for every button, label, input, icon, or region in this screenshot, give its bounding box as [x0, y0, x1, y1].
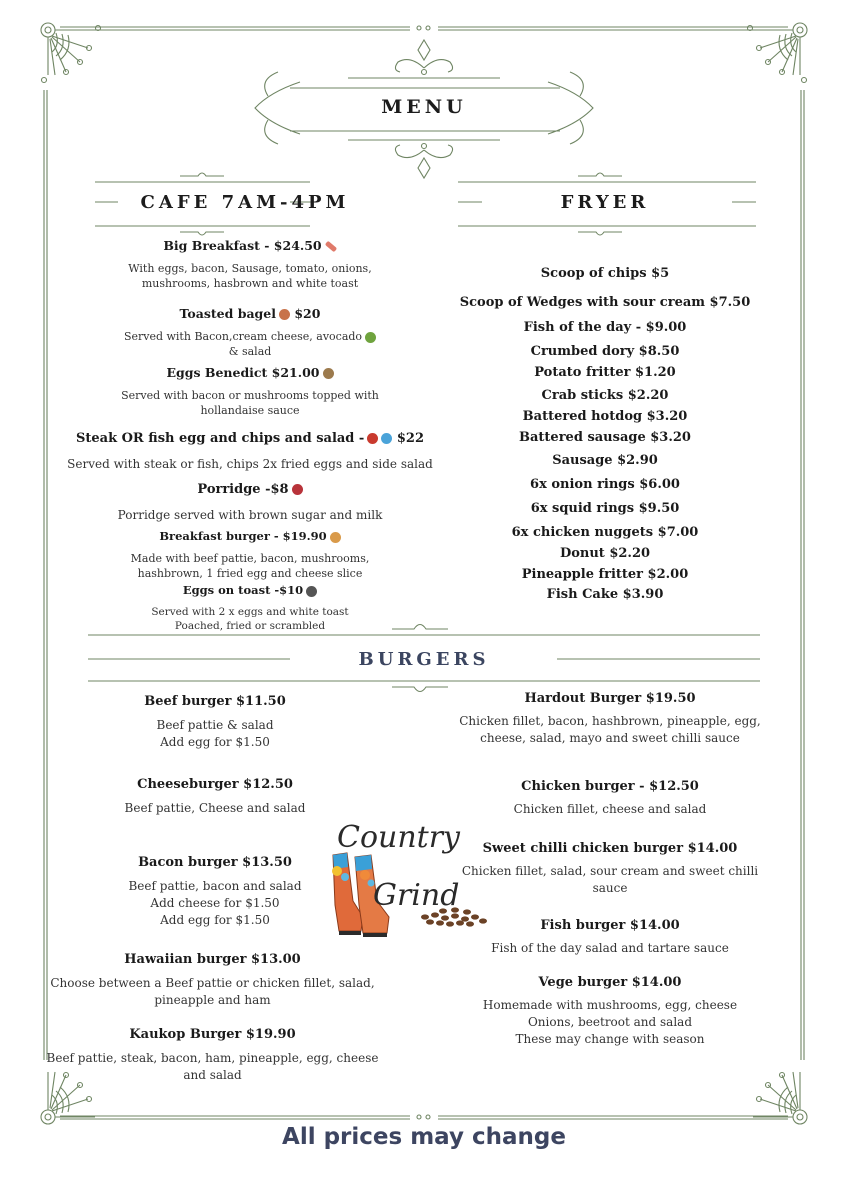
logo-line1: Country — [337, 820, 461, 855]
item-name: Eggs Benedict $21.00 — [166, 365, 320, 380]
item-name: Kaukop Burger $19.90 — [129, 1027, 296, 1042]
fryer-item: Potato fritter $1.20 — [534, 365, 676, 380]
fryer-item: Pineapple fritter $2.00 — [521, 567, 689, 582]
fryer-item: Fish Cake $3.90 — [546, 587, 664, 602]
menu-title: MENU — [381, 96, 467, 118]
cafe-item-desc: Porridge served with brown sugar and milk — [117, 508, 383, 522]
country-grind-logo — [325, 805, 495, 945]
burger-icon — [330, 532, 341, 543]
fryer-item: Scoop of Wedges with sour cream $7.50 — [459, 295, 751, 310]
burger-item — [45, 1027, 380, 1084]
nest-icon — [323, 368, 334, 379]
fryer-item: Battered sausage $3.20 — [519, 430, 691, 445]
fryer-item: Fish of the day - $9.00 — [523, 320, 687, 335]
burgers-section-title: BURGERS — [358, 649, 490, 670]
item-desc: Beef pattie, bacon and salad Add cheese for $1.50 Add egg for $1.50 — [128, 879, 302, 927]
item-price: $22 — [396, 431, 424, 446]
footer-note: All prices may change — [282, 1124, 566, 1150]
fryer-item: Crab sticks $2.20 — [541, 388, 669, 403]
cafe-item — [60, 238, 440, 253]
fryer-item: Crumbed dory $8.50 — [530, 344, 680, 359]
logo-line2: Grind — [373, 878, 460, 913]
fryer-item: Sausage $2.90 — [552, 453, 658, 468]
item-name: Porridge -$8 — [197, 482, 289, 497]
cafe-item-desc: Served with 2 x eggs and white toast Poached, fried or scrambled — [151, 606, 349, 632]
item-name: Bacon burger $13.50 — [138, 855, 292, 870]
cafe-item-desc: With eggs, bacon, Sausage, tomato, onions, mushrooms, hasbrown and white toast — [128, 262, 372, 290]
cafe-item-desc: Served with steak or fish, chips 2x fried eggs and side salad — [67, 457, 433, 471]
item-name: Eggs on toast -$10 — [182, 583, 304, 597]
item-name: Fish burger $14.00 — [540, 918, 680, 933]
fryer-item: 6x chicken nuggets $7.00 — [511, 525, 699, 540]
item-name: Toasted bagel — [179, 306, 276, 321]
burger-item — [450, 841, 770, 897]
corner-ornament-top-right — [748, 23, 808, 83]
bacon-icon — [324, 241, 336, 253]
item-name: Sweet chilli chicken burger $14.00 — [482, 841, 738, 856]
item-desc: Chicken fillet, salad, sour cream and sweet chilli sauce — [461, 864, 759, 895]
fryer-item: 6x onion rings $6.00 — [530, 477, 680, 492]
item-name: Vege burger $14.00 — [538, 975, 682, 990]
bagel-icon — [279, 309, 290, 320]
item-price: $20 — [294, 306, 321, 321]
burger-item — [50, 694, 380, 751]
cafe-item — [55, 431, 445, 446]
corner-ornament-top-left — [41, 23, 101, 83]
cafe-item-desc: Made with beef pattie, bacon, mushrooms, hashbrown, 1 fried egg and cheese slice — [130, 552, 370, 580]
cafe-item — [60, 482, 440, 497]
cafe-item — [60, 306, 440, 321]
cafe-section-title: CAFE 7AM-4PM — [140, 192, 350, 213]
item-name: Hawaiian burger $13.00 — [124, 952, 301, 967]
fryer-item: 6x squid rings $9.50 — [530, 501, 680, 516]
item-name: Hardout Burger $19.50 — [524, 691, 696, 706]
burger-item — [450, 918, 770, 957]
item-desc: Beef pattie & salad Add egg for $1.50 — [156, 718, 274, 749]
cafe-item — [60, 365, 440, 380]
burger-item — [450, 975, 770, 1048]
burger-item — [450, 691, 770, 747]
avocado-icon — [365, 332, 376, 343]
item-name: Cheeseburger $12.50 — [137, 777, 293, 792]
cafe-item — [60, 529, 440, 543]
steak-icon — [367, 433, 378, 444]
cafe-item — [60, 583, 440, 597]
item-desc: Chicken fillet, cheese and salad — [513, 802, 707, 816]
frying-pan-icon — [306, 586, 317, 597]
item-name: Breakfast burger - $19.90 — [159, 529, 327, 543]
fryer-item: Battered hotdog $3.20 — [522, 409, 688, 424]
item-desc: Chicken fillet, bacon, hashbrown, pineapple, egg, cheese, salad, mayo and sweet chilli sauce — [459, 714, 761, 745]
fryer-item: Donut $2.20 — [559, 546, 651, 561]
fryer-item: Scoop of chips $5 — [540, 266, 670, 281]
item-desc: Beef pattie, steak, bacon, ham, pineapple, egg, cheese and salad — [46, 1051, 379, 1082]
item-name: Beef burger $11.50 — [144, 694, 286, 709]
item-desc: Beef pattie, Cheese and salad — [124, 801, 306, 815]
cafe-item-desc: Served with Bacon,cream cheese, avocado & salad — [60, 329, 440, 359]
burger-item — [45, 952, 380, 1009]
fish-icon — [381, 433, 392, 444]
burger-item — [450, 779, 770, 818]
item-desc: Choose between a Beef pattie or chicken fillet, salad, pineapple and ham — [50, 976, 375, 1007]
item-desc: Fish of the day salad and tartare sauce — [491, 941, 729, 955]
item-name: Steak OR fish egg and chips and salad - — [75, 431, 365, 446]
item-desc: Homemade with mushrooms, egg, cheese Onions, beetroot and salad These may change with season — [482, 998, 738, 1046]
cafe-item-desc: Served with bacon or mushrooms topped with hollandaise sauce — [121, 389, 379, 417]
fryer-section-title: FRYER — [560, 192, 650, 213]
item-name: Big Breakfast - $24.50 — [163, 238, 322, 253]
bowl-icon — [292, 484, 303, 495]
item-name: Chicken burger - $12.50 — [521, 779, 699, 794]
corner-ornament-bottom-right — [753, 1072, 807, 1124]
